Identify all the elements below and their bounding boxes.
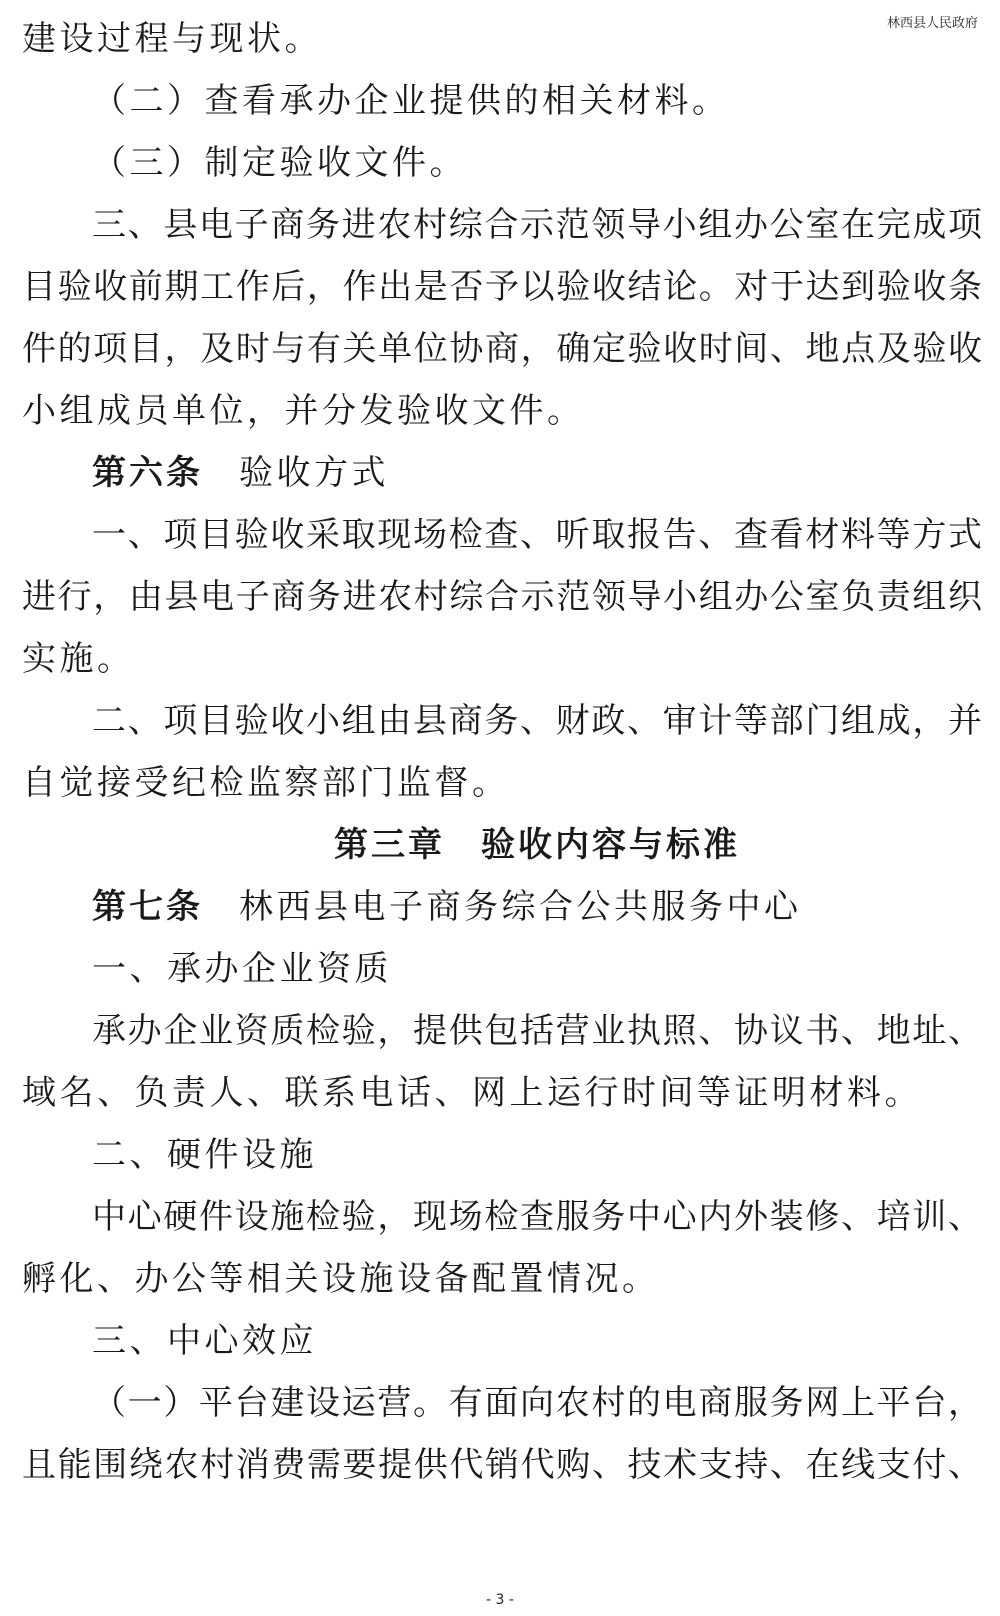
article-title: 验收方式 bbox=[239, 453, 389, 493]
article-heading bbox=[22, 876, 982, 938]
paragraph-line: 中心硬件设施检验，现场检查服务中心内外装修、培训、 bbox=[92, 1197, 982, 1237]
paragraph-line: 三、县电子商务进农村综合示范领导小组办公室在完成项 bbox=[92, 205, 982, 245]
paragraph-line: 二、硬件设施 bbox=[92, 1135, 317, 1175]
article-title: 林西县电子商务综合公共服务中心 bbox=[239, 887, 802, 927]
paragraph-line: （一）平台建设运营。有面向农村的电商服务网上平台， bbox=[92, 1383, 982, 1423]
paragraph-line: 孵化、办公等相关设施设备配置情况。 bbox=[22, 1259, 660, 1299]
document-body bbox=[22, 8, 982, 1496]
paragraph-line: （二）查看承办企业提供的相关材料。 bbox=[92, 81, 730, 121]
paragraph-line: 目验收前期工作后，作出是否予以验收结论。对于达到验收条 bbox=[22, 267, 982, 307]
paragraph-line: 域名、负责人、联系电话、网上运行时间等证明材料。 bbox=[22, 1073, 922, 1113]
watermark-text: 林西县人民政府 bbox=[886, 16, 978, 31]
paragraph-line: （三）制定验收文件。 bbox=[92, 143, 467, 183]
paragraph-line: 自觉接受纪检监察部门监督。 bbox=[22, 763, 510, 803]
paragraph-line: 进行，由县电子商务进农村综合示范领导小组办公室负责组织 bbox=[22, 577, 982, 617]
page-number: - 3 - bbox=[486, 1592, 514, 1608]
paragraph-line: 件的项目，及时与有关单位协商，确定验收时间、地点及验收 bbox=[22, 329, 982, 369]
chapter-heading bbox=[22, 814, 982, 876]
chapter-title: 验收内容与标准 bbox=[481, 825, 740, 865]
paragraph-line: 且能围绕农村消费需要提供代销代购、技术支持、在线支付、 bbox=[22, 1445, 982, 1485]
article-heading bbox=[22, 442, 982, 504]
paragraph-line: 一、项目验收采取现场检查、听取报告、查看材料等方式 bbox=[92, 515, 982, 555]
paragraph-line: 建设过程与现状。 bbox=[22, 19, 322, 59]
article-label: 第六条 bbox=[92, 453, 203, 493]
article-label: 第七条 bbox=[92, 887, 203, 927]
paragraph-line: 小组成员单位，并分发验收文件。 bbox=[22, 391, 585, 431]
paragraph-line: 二、项目验收小组由县商务、财政、审计等部门组成，并 bbox=[92, 701, 982, 741]
chapter-label: 第三章 bbox=[334, 825, 445, 865]
paragraph-line: 三、中心效应 bbox=[92, 1321, 317, 1361]
paragraph-line: 实施。 bbox=[22, 639, 135, 679]
paragraph-line: 承办企业资质检验，提供包括营业执照、协议书、地址、 bbox=[92, 1011, 982, 1051]
paragraph-line: 一、承办企业资质 bbox=[92, 949, 392, 989]
